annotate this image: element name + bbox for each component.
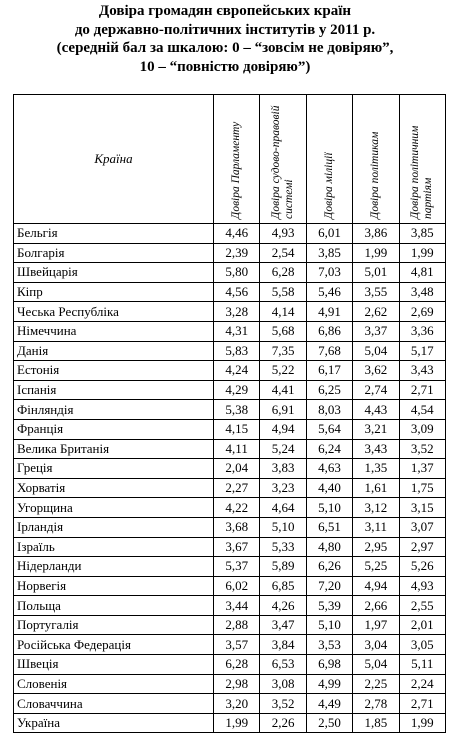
column-header-judiciary (260, 95, 306, 224)
value-cell: 6,28 (260, 263, 306, 283)
value-cell: 2,62 (353, 302, 399, 322)
value-cell: 5,25 (353, 557, 399, 577)
table-header-row (14, 95, 446, 224)
value-cell: 6,91 (260, 400, 306, 420)
value-cell: 1,61 (353, 478, 399, 498)
country-cell: Хорватія (14, 478, 214, 498)
value-cell: 4,63 (306, 459, 352, 479)
value-cell: 3,37 (353, 321, 399, 341)
value-cell: 4,94 (260, 419, 306, 439)
value-cell: 3,21 (353, 419, 399, 439)
value-cell: 1,99 (399, 713, 445, 733)
value-cell: 6,28 (214, 655, 260, 675)
column-header-police (306, 95, 352, 224)
value-cell: 6,17 (306, 361, 352, 381)
table-row (14, 655, 446, 675)
value-cell: 8,03 (306, 400, 352, 420)
value-cell: 3,05 (399, 635, 445, 655)
column-header-label: Довіра політикам (369, 131, 382, 219)
value-cell: 6,26 (306, 557, 352, 577)
value-cell: 5,11 (399, 655, 445, 675)
value-cell: 5,80 (214, 263, 260, 283)
value-cell: 4,41 (260, 380, 306, 400)
country-cell: Кіпр (14, 282, 214, 302)
value-cell: 7,03 (306, 263, 352, 283)
value-cell: 1,99 (353, 243, 399, 263)
column-header-label: Довіра міліції (322, 152, 335, 219)
value-cell: 3,68 (214, 517, 260, 537)
value-cell: 2,95 (353, 537, 399, 557)
value-cell: 4,56 (214, 282, 260, 302)
value-cell: 2,39 (214, 243, 260, 263)
country-cell: Україна (14, 713, 214, 733)
value-cell: 3,23 (260, 478, 306, 498)
value-cell: 3,08 (260, 674, 306, 694)
column-header-label: Довіра судово-правовій системі (270, 105, 296, 219)
value-cell: 2,71 (399, 694, 445, 714)
country-cell: Франція (14, 419, 214, 439)
value-cell: 6,53 (260, 655, 306, 675)
value-cell: 7,68 (306, 341, 352, 361)
value-cell: 3,43 (353, 439, 399, 459)
value-cell: 5,39 (306, 596, 352, 616)
country-cell: Чеська Республіка (14, 302, 214, 322)
value-cell: 5,10 (306, 615, 352, 635)
value-cell: 3,57 (214, 635, 260, 655)
value-cell: 3,53 (306, 635, 352, 655)
value-cell: 4,26 (260, 596, 306, 616)
value-cell: 4,93 (260, 224, 306, 244)
value-cell: 4,99 (306, 674, 352, 694)
value-cell: 4,64 (260, 498, 306, 518)
value-cell: 5,58 (260, 282, 306, 302)
value-cell: 4,22 (214, 498, 260, 518)
table-row (14, 400, 446, 420)
value-cell: 3,84 (260, 635, 306, 655)
value-cell: 2,04 (214, 459, 260, 479)
country-cell: Болгарія (14, 243, 214, 263)
value-cell: 4,93 (399, 576, 445, 596)
value-cell: 2,69 (399, 302, 445, 322)
value-cell: 4,31 (214, 321, 260, 341)
value-cell: 6,98 (306, 655, 352, 675)
country-cell: Угорщина (14, 498, 214, 518)
value-cell: 4,40 (306, 478, 352, 498)
value-cell: 1,35 (353, 459, 399, 479)
value-cell: 4,81 (399, 263, 445, 283)
value-cell: 3,28 (214, 302, 260, 322)
value-cell: 3,85 (306, 243, 352, 263)
value-cell: 3,43 (399, 361, 445, 381)
table-row (14, 596, 446, 616)
value-cell: 3,85 (399, 224, 445, 244)
trust-table (13, 94, 446, 733)
value-cell: 5,26 (399, 557, 445, 577)
table-row (14, 615, 446, 635)
value-cell: 5,24 (260, 439, 306, 459)
title-line-2: до державно-політичних інститутів у 2011 р. (74, 21, 376, 38)
table-row (14, 674, 446, 694)
value-cell: 3,86 (353, 224, 399, 244)
value-cell: 2,50 (306, 713, 352, 733)
country-cell: Нідерланди (14, 557, 214, 577)
value-cell: 6,86 (306, 321, 352, 341)
table-row (14, 243, 446, 263)
table-row (14, 302, 446, 322)
value-cell: 2,26 (260, 713, 306, 733)
value-cell: 4,80 (306, 537, 352, 557)
country-cell: Бельгія (14, 224, 214, 244)
value-cell: 5,64 (306, 419, 352, 439)
country-cell: Греція (14, 459, 214, 479)
value-cell: 2,78 (353, 694, 399, 714)
document-title (0, 2, 450, 76)
value-cell: 3,44 (214, 596, 260, 616)
table-row (14, 498, 446, 518)
country-cell: Словаччина (14, 694, 214, 714)
value-cell: 3,15 (399, 498, 445, 518)
value-cell: 4,43 (353, 400, 399, 420)
country-cell: Словенія (14, 674, 214, 694)
value-cell: 2,27 (214, 478, 260, 498)
column-header-politicians (353, 95, 399, 224)
value-cell: 2,54 (260, 243, 306, 263)
value-cell: 5,22 (260, 361, 306, 381)
value-cell: 4,11 (214, 439, 260, 459)
value-cell: 3,11 (353, 517, 399, 537)
title-line-1: Довіра громадян європейських країн (98, 3, 352, 19)
country-cell: Швеція (14, 655, 214, 675)
value-cell: 3,62 (353, 361, 399, 381)
table-row (14, 361, 446, 381)
table-row (14, 321, 446, 341)
value-cell: 3,09 (399, 419, 445, 439)
table-row (14, 537, 446, 557)
value-cell: 1,97 (353, 615, 399, 635)
country-cell: Фінляндія (14, 400, 214, 420)
country-cell: Іспанія (14, 380, 214, 400)
value-cell: 4,29 (214, 380, 260, 400)
column-header-parties (399, 95, 445, 224)
value-cell: 3,07 (399, 517, 445, 537)
value-cell: 4,14 (260, 302, 306, 322)
value-cell: 3,55 (353, 282, 399, 302)
value-cell: 5,10 (260, 517, 306, 537)
value-cell: 1,75 (399, 478, 445, 498)
value-cell: 5,01 (353, 263, 399, 283)
table-row (14, 439, 446, 459)
country-cell: Польща (14, 596, 214, 616)
value-cell: 6,85 (260, 576, 306, 596)
title-line-3: (середній бал за шкалою: 0 – “зовсім не довіряю”, (56, 40, 394, 56)
country-cell: Ірландія (14, 517, 214, 537)
value-cell: 4,15 (214, 419, 260, 439)
value-cell: 2,24 (399, 674, 445, 694)
table-row (14, 557, 446, 577)
value-cell: 6,01 (306, 224, 352, 244)
value-cell: 3,83 (260, 459, 306, 479)
country-cell: Німеччина (14, 321, 214, 341)
value-cell: 2,98 (214, 674, 260, 694)
table-row (14, 341, 446, 361)
column-header-country (14, 95, 214, 224)
table-row (14, 459, 446, 479)
value-cell: 6,51 (306, 517, 352, 537)
country-cell: Португалія (14, 615, 214, 635)
table-row (14, 478, 446, 498)
column-header-label: Довіра Парламенту (230, 121, 243, 219)
country-cell: Велика Британія (14, 439, 214, 459)
value-cell: 4,54 (399, 400, 445, 420)
value-cell: 3,52 (260, 694, 306, 714)
value-cell: 3,12 (353, 498, 399, 518)
value-cell: 2,88 (214, 615, 260, 635)
column-header-label: Довіра політичним партіям (409, 125, 435, 219)
value-cell: 6,02 (214, 576, 260, 596)
value-cell: 2,01 (399, 615, 445, 635)
value-cell: 4,94 (353, 576, 399, 596)
column-header-label: Країна (94, 151, 133, 166)
value-cell: 2,71 (399, 380, 445, 400)
country-cell: Швейцарія (14, 263, 214, 283)
table-row (14, 380, 446, 400)
value-cell: 3,04 (353, 635, 399, 655)
table-row (14, 635, 446, 655)
value-cell: 5,04 (353, 655, 399, 675)
table-row (14, 419, 446, 439)
value-cell: 5,37 (214, 557, 260, 577)
value-cell: 2,25 (353, 674, 399, 694)
value-cell: 7,35 (260, 341, 306, 361)
country-cell: Естонія (14, 361, 214, 381)
value-cell: 1,85 (353, 713, 399, 733)
value-cell: 1,99 (214, 713, 260, 733)
value-cell: 5,33 (260, 537, 306, 557)
value-cell: 5,17 (399, 341, 445, 361)
value-cell: 4,91 (306, 302, 352, 322)
value-cell: 3,48 (399, 282, 445, 302)
value-cell: 2,97 (399, 537, 445, 557)
table-row (14, 517, 446, 537)
title-line-4: 10 – “повністю довіряю”) (139, 58, 311, 75)
value-cell: 2,55 (399, 596, 445, 616)
value-cell: 3,67 (214, 537, 260, 557)
table-body (14, 224, 446, 733)
country-cell: Данія (14, 341, 214, 361)
country-cell: Російська Федерація (14, 635, 214, 655)
value-cell: 4,46 (214, 224, 260, 244)
value-cell: 2,66 (353, 596, 399, 616)
value-cell: 3,52 (399, 439, 445, 459)
value-cell: 2,74 (353, 380, 399, 400)
column-header-parliament (214, 95, 260, 224)
value-cell: 1,99 (399, 243, 445, 263)
value-cell: 5,04 (353, 341, 399, 361)
value-cell: 3,36 (399, 321, 445, 341)
country-cell: Ізраїль (14, 537, 214, 557)
value-cell: 5,10 (306, 498, 352, 518)
value-cell: 6,24 (306, 439, 352, 459)
value-cell: 4,49 (306, 694, 352, 714)
value-cell: 6,25 (306, 380, 352, 400)
table-row (14, 713, 446, 733)
value-cell: 5,89 (260, 557, 306, 577)
value-cell: 3,20 (214, 694, 260, 714)
value-cell: 5,46 (306, 282, 352, 302)
value-cell: 1,37 (399, 459, 445, 479)
value-cell: 3,47 (260, 615, 306, 635)
table-row (14, 576, 446, 596)
value-cell: 5,68 (260, 321, 306, 341)
table-row (14, 224, 446, 244)
value-cell: 4,24 (214, 361, 260, 381)
value-cell: 5,83 (214, 341, 260, 361)
table-row (14, 282, 446, 302)
country-cell: Норвегія (14, 576, 214, 596)
table-row (14, 263, 446, 283)
value-cell: 7,20 (306, 576, 352, 596)
value-cell: 5,38 (214, 400, 260, 420)
